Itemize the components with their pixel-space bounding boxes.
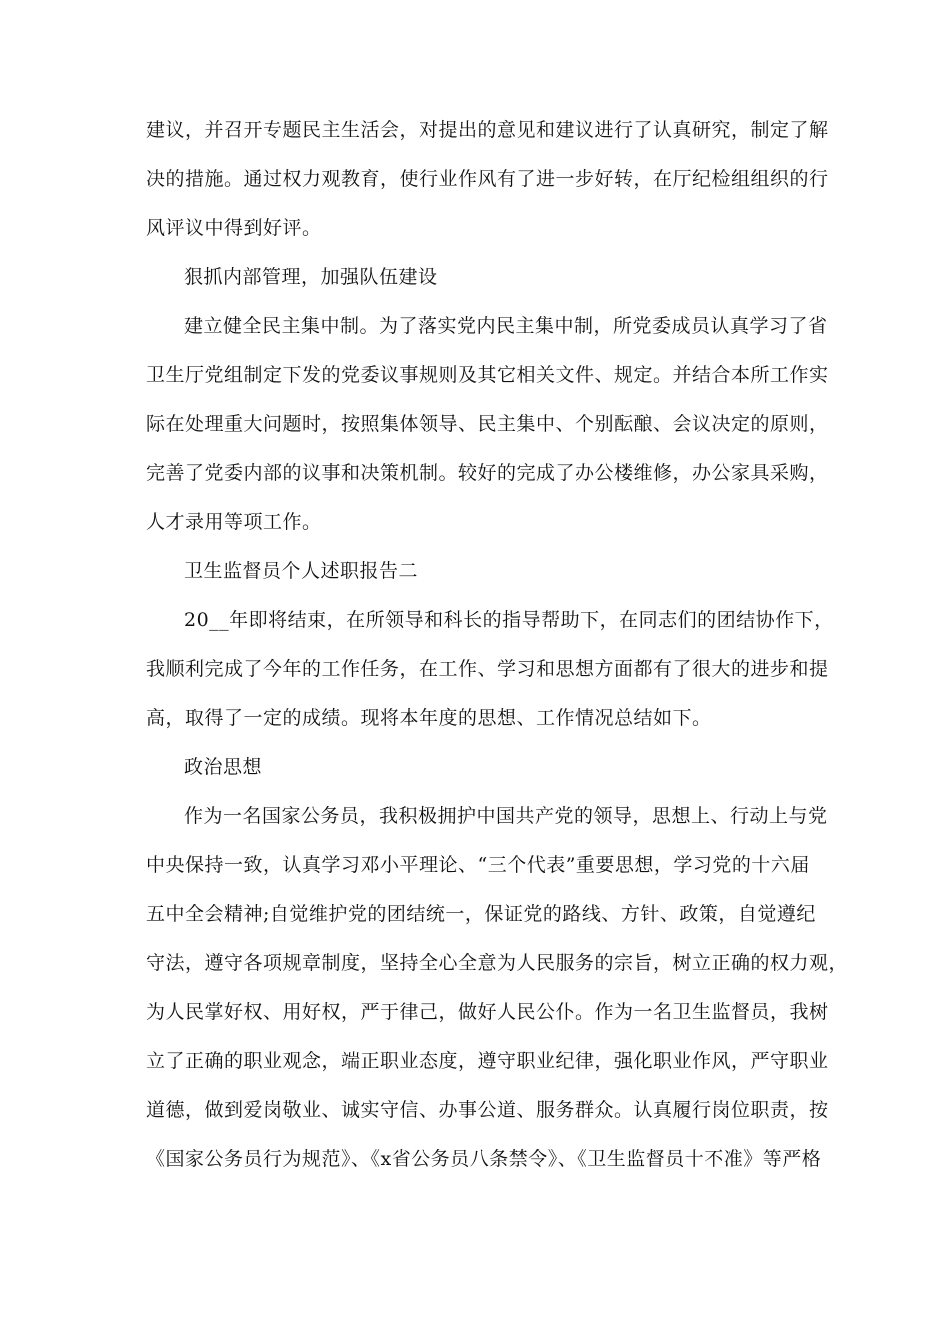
text-line: 卫生厅党组制定下发的党委议事规则及其它相关文件、规定。并结合本所工作实	[146, 364, 829, 386]
text-line: 我顺利完成了今年的工作任务，在工作、学习和思想方面都有了很大的进步和提	[146, 658, 829, 680]
text-line: 完善了党委内部的议事和决策机制。较好的完成了办公楼维修，办公家具采购，	[146, 462, 829, 484]
text-line: 人才录用等项工作。	[146, 511, 322, 533]
text-line: 际在处理重大问题时，按照集体领导、民主集中、个别酝酿、会议决定的原则，	[146, 413, 829, 435]
text-line: 守法，遵守各项规章制度，坚持全心全意为人民服务的宗旨，树立正确的权力观，	[146, 952, 849, 974]
heading-text: 卫生监督员个人述职报告二	[184, 560, 419, 582]
heading-text: 狠抓内部管理，加强队伍建设	[184, 266, 438, 288]
text-line: 20__年即将结束，在所领导和科长的指导帮助下，在同志们的团结协作下，	[184, 609, 834, 631]
text-line: 为人民掌好权、用好权，严于律己，做好人民公仆。作为一名卫生监督员，我树	[146, 1001, 829, 1023]
text-line: 建议，并召开专题民主生活会，对提出的意见和建议进行了认真研究，制定了解	[146, 119, 829, 141]
text-line: 道德，做到爱岗敬业、诚实守信、办事公道、服务群众。认真履行岗位职责，按	[146, 1099, 829, 1121]
text-line: 《国家公务员行为规范》、《x省公务员八条禁令》、《卫生监督员十不准》等严格	[146, 1148, 822, 1170]
text-line: 建立健全民主集中制。为了落实党内民主集中制，所党委成员认真学习了省	[184, 315, 828, 337]
paragraph	[146, 106, 829, 253]
text-line: 风评议中得到好评。	[146, 217, 322, 239]
text-line: 立了正确的职业观念，端正职业态度，遵守职业纪律，强化职业作风，严守职业	[146, 1050, 829, 1072]
text-line: 五中全会精神;自觉维护党的团结统一，保证党的路线、方针、政策，自觉遵纪	[146, 903, 816, 925]
paragraph	[146, 596, 834, 743]
text-line: 作为一名国家公务员，我积极拥护中国共产党的领导，思想上、行动上与党	[184, 805, 828, 827]
paragraph	[146, 792, 849, 1184]
text-line: 中央保持一致，认真学习邓小平理论、“三个代表”重要思想，学习党的十六届	[146, 854, 810, 876]
paragraph	[146, 302, 829, 547]
heading-text: 政治思想	[184, 756, 263, 778]
text-line: 高，取得了一定的成绩。现将本年度的思想、工作情况总结如下。	[146, 707, 712, 729]
section-heading	[146, 253, 814, 302]
section-heading	[146, 743, 814, 792]
document-body	[146, 106, 849, 1184]
text-line: 决的措施。通过权力观教育，使行业作风有了进一步好转，在厅纪检组组织的行	[146, 168, 829, 190]
section-heading	[146, 547, 814, 596]
